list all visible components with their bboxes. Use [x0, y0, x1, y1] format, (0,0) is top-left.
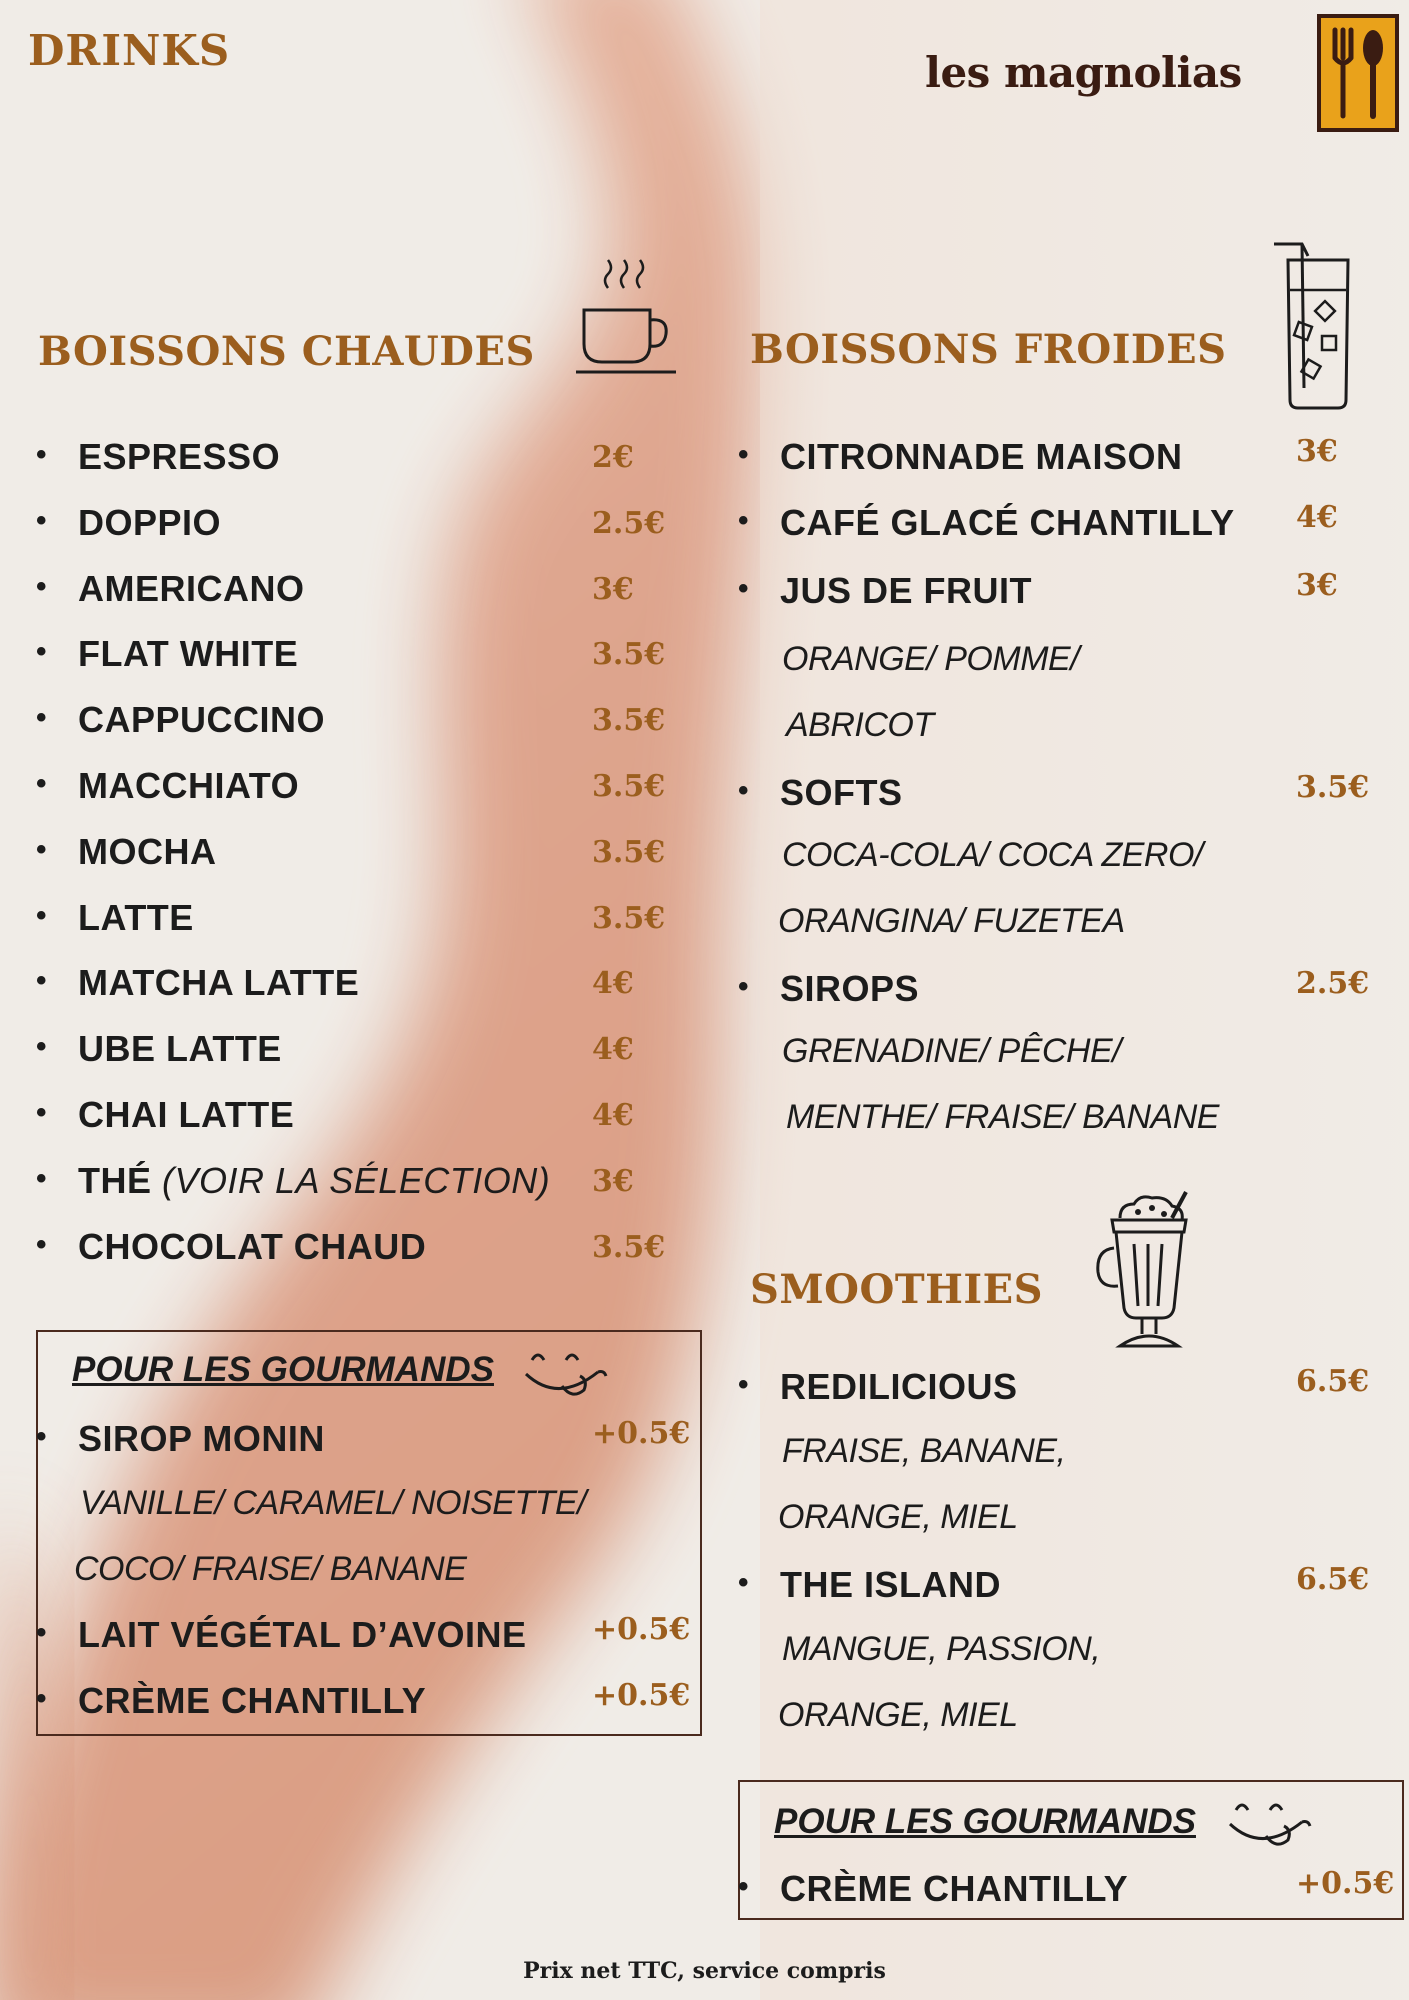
iced-drink-icon	[1274, 240, 1354, 410]
menu-title: DRINKS	[28, 26, 231, 75]
menu-item-price: 4€	[592, 1032, 634, 1068]
menu-item-name: • ESPRESSO	[78, 436, 280, 478]
menu-item-name: • CAFÉ GLACÉ CHANTILLY	[780, 502, 1235, 544]
menu-item-options: GRENADINE/ PÊCHE/	[782, 1032, 1122, 1070]
menu-item-options: ORANGE/ POMME/	[782, 640, 1080, 678]
menu-item-options: ORANGE, MIEL	[778, 1498, 1018, 1536]
yummy-face-icon	[522, 1346, 612, 1402]
menu-item-price: 3€	[1296, 568, 1338, 603]
menu-item-price: 3.5€	[592, 1229, 666, 1265]
menu-item-name: • CRÈME CHANTILLY	[780, 1868, 1128, 1910]
menu-item-price: 6.5€	[1296, 1364, 1370, 1399]
menu-item-name: • CRÈME CHANTILLY	[78, 1680, 426, 1722]
menu-item-name: • MOCHA	[78, 831, 216, 873]
menu-item-price: 2.5€	[1296, 966, 1370, 1001]
brand-name: les magnolias	[925, 48, 1242, 97]
menu-item-price: +0.5€	[1296, 1866, 1395, 1901]
menu-item-name: • MACCHIATO	[78, 765, 299, 807]
menu-item-options: ABRICOT	[786, 706, 934, 744]
menu-item-options: ORANGINA/ FUZETEA	[778, 902, 1125, 940]
menu-item-name: • THÉ (VOIR LA SÉLECTION)	[78, 1160, 550, 1202]
menu-item-name: • LAIT VÉGÉTAL D’AVOINE	[78, 1614, 527, 1656]
menu-item-price: 3.5€	[592, 637, 666, 673]
menu-item-options: MANGUE, PASSION,	[782, 1630, 1101, 1668]
logo	[1317, 14, 1399, 132]
menu-item-name: • FLAT WHITE	[78, 633, 298, 675]
menu-item-options: MENTHE/ FRAISE/ BANANE	[786, 1098, 1219, 1136]
menu-item-name: • LATTE	[78, 897, 194, 939]
menu-item-price: 3.5€	[592, 703, 666, 739]
gourmands-title-right: POUR LES GOURMANDS	[774, 1802, 1196, 1841]
menu-item-name: • SIROP MONIN	[78, 1418, 325, 1460]
menu-item-name: • SOFTS	[780, 772, 903, 814]
menu-item-name: • DOPPIO	[78, 502, 221, 544]
menu-item-options: COCA-COLA/ COCA ZERO/	[782, 836, 1203, 874]
menu-item-name: • UBE LATTE	[78, 1028, 282, 1070]
menu-item-price: +0.5€	[592, 1678, 691, 1713]
cold-drinks-title: BOISSONS FROIDES	[750, 326, 1227, 373]
gourmands-title-left: POUR LES GOURMANDS	[72, 1350, 494, 1389]
menu-item-note: (VOIR LA SÉLECTION)	[151, 1159, 551, 1201]
menu-item-price: 3.5€	[1296, 770, 1370, 805]
menu-item-name: • JUS DE FRUIT	[780, 570, 1032, 612]
menu-item-price: 3€	[1296, 434, 1338, 469]
menu-item-options: ORANGE, MIEL	[778, 1696, 1018, 1734]
menu-item-options: VANILLE/ CARAMEL/ NOISETTE/	[80, 1484, 587, 1522]
fork-spoon-icon	[1321, 18, 1395, 128]
footer-note: Prix net TTC, service compris	[523, 1958, 886, 1984]
smoothies-title: SMOOTHIES	[750, 1266, 1043, 1313]
menu-item-price: 3€	[592, 1163, 634, 1199]
menu-item-price: 3€	[592, 571, 634, 607]
menu-item-price: 6.5€	[1296, 1562, 1370, 1597]
menu-item-name: • CITRONNADE MAISON	[780, 436, 1183, 478]
menu-item-name: • REDILICIOUS	[780, 1366, 1018, 1408]
milkshake-icon	[1090, 1188, 1200, 1352]
menu-item-name: • CHAI LATTE	[78, 1094, 294, 1136]
menu-item-price: 4€	[592, 1098, 634, 1133]
menu-item-name: • THE ISLAND	[780, 1564, 1001, 1606]
menu-item-price: 4€	[592, 966, 634, 1002]
menu-item-price: 2€	[592, 440, 634, 475]
menu-item-price: +0.5€	[592, 1416, 691, 1451]
menu-item-name: • MATCHA LATTE	[78, 962, 359, 1004]
hot-drinks-title: BOISSONS CHAUDES	[38, 328, 535, 375]
menu-item-price: 3.5€	[592, 900, 666, 936]
menu-item-options: FRAISE, BANANE,	[782, 1432, 1066, 1470]
menu-item-name: • AMERICANO	[78, 568, 305, 610]
menu-item-price: 2.5€	[592, 505, 666, 541]
menu-item-name: • CAPPUCCINO	[78, 699, 325, 741]
menu-item-price: 3.5€	[592, 769, 666, 804]
menu-item-options: COCO/ FRAISE/ BANANE	[74, 1550, 467, 1588]
yummy-face-icon	[1226, 1796, 1316, 1852]
menu-item-price: 3.5€	[592, 834, 666, 870]
menu-item-name: • SIROPS	[780, 968, 919, 1010]
menu-item-price: 4€	[1296, 500, 1338, 535]
coffee-cup-icon	[572, 258, 684, 376]
menu-item-name: • CHOCOLAT CHAUD	[78, 1226, 426, 1268]
menu-item-price: +0.5€	[592, 1612, 691, 1647]
